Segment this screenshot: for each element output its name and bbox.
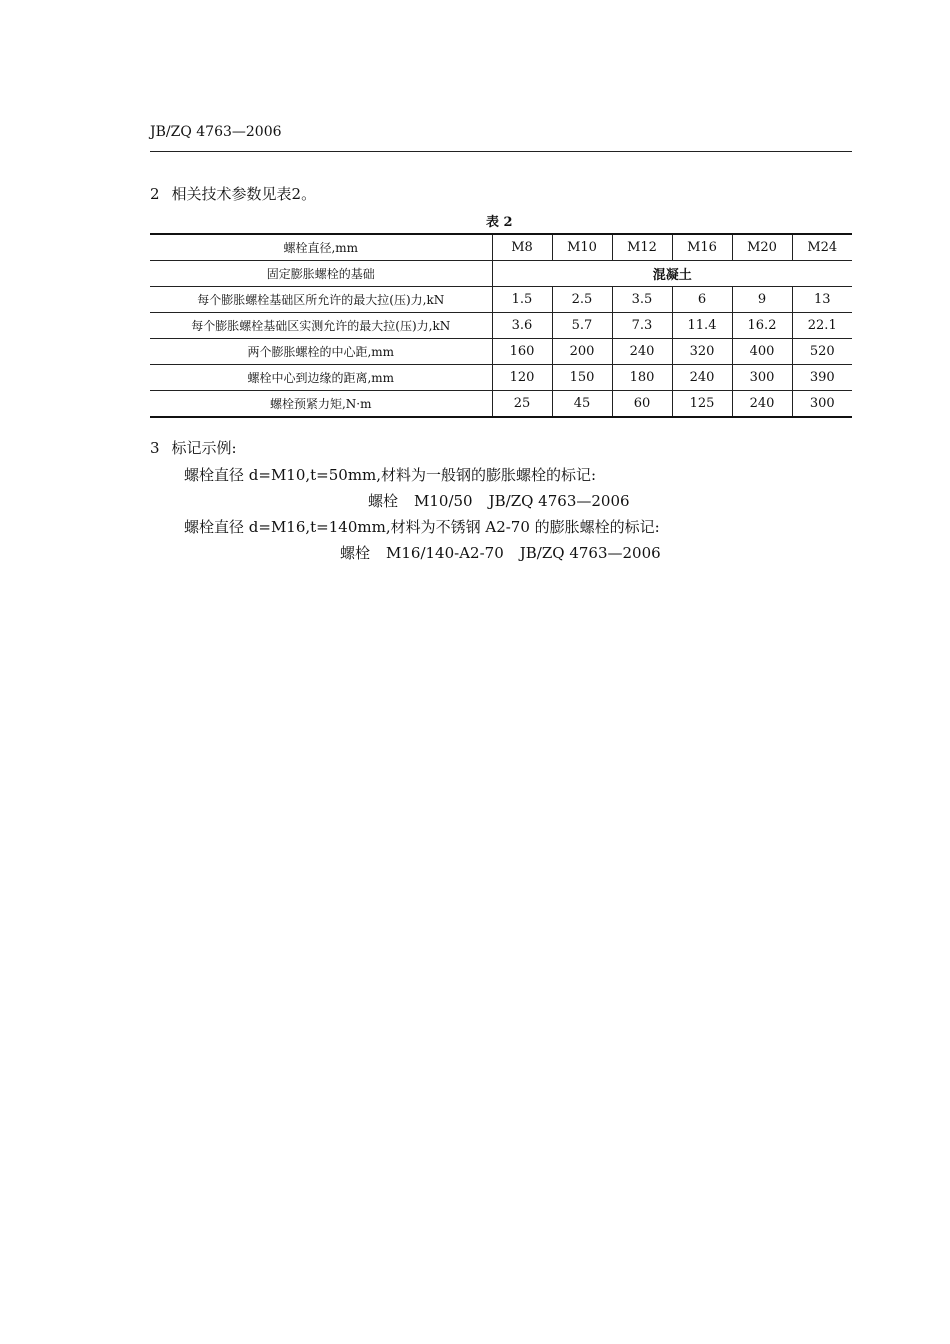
- value-cell: 45: [552, 391, 612, 418]
- foundation-value-cell: 混凝土: [492, 261, 852, 287]
- table-row-foundation: [150, 261, 852, 287]
- table-row: [150, 391, 852, 418]
- value-cell: 120: [492, 365, 552, 391]
- value-cell: 5.7: [552, 313, 612, 339]
- value-cell: 320: [672, 339, 732, 365]
- section-2-text: 相关技术参数见表2。: [171, 185, 317, 203]
- section-3-heading: [150, 437, 237, 458]
- value-cell: 3.6: [492, 313, 552, 339]
- table-header-row: [150, 234, 852, 261]
- row-label-cell: 螺栓预紧力矩,N·m: [150, 391, 492, 418]
- value-cell: 7.3: [612, 313, 672, 339]
- row-label-cell: 螺栓中心到边缘的距离,mm: [150, 365, 492, 391]
- header-label-cell: 螺栓直径,mm: [150, 234, 492, 261]
- value-cell: 1.5: [492, 287, 552, 313]
- size-cell: M20: [732, 234, 792, 261]
- table-row: [150, 313, 852, 339]
- value-cell: 160: [492, 339, 552, 365]
- value-cell: 300: [792, 391, 852, 418]
- value-cell: 240: [732, 391, 792, 418]
- row-label-cell: 两个膨胀螺栓的中心距,mm: [150, 339, 492, 365]
- example-2-mark-std: JB/ZQ 4763—2006: [519, 544, 661, 562]
- value-cell: 3.5: [612, 287, 672, 313]
- table-row: [150, 365, 852, 391]
- size-cell: M12: [612, 234, 672, 261]
- section-3-title: 标记示例:: [171, 439, 237, 457]
- size-cell: M16: [672, 234, 732, 261]
- value-cell: 11.4: [672, 313, 732, 339]
- size-cell: M10: [552, 234, 612, 261]
- value-cell: 150: [552, 365, 612, 391]
- value-cell: 300: [732, 365, 792, 391]
- section-2-number: 2: [150, 185, 160, 203]
- value-cell: 9: [732, 287, 792, 313]
- value-cell: 200: [552, 339, 612, 365]
- value-cell: 6: [672, 287, 732, 313]
- expansion-bolt-parameter-table: [150, 233, 852, 418]
- example-2-marking: [340, 542, 661, 563]
- row-label-cell: 每个膨胀螺栓基础区所允许的最大拉(压)力,kN: [150, 287, 492, 313]
- value-cell: 125: [672, 391, 732, 418]
- example-1-marking: [368, 490, 630, 511]
- section-2-paragraph: [150, 183, 316, 204]
- value-cell: 13: [792, 287, 852, 313]
- value-cell: 60: [612, 391, 672, 418]
- standard-code-header: JB/ZQ 4763—2006: [150, 124, 282, 140]
- value-cell: 240: [612, 339, 672, 365]
- value-cell: 240: [672, 365, 732, 391]
- value-cell: 22.1: [792, 313, 852, 339]
- size-cell: M24: [792, 234, 852, 261]
- example-2-description: 螺栓直径 d=M16,t=140mm,材料为不锈钢 A2-70 的膨胀螺栓的标记:: [184, 518, 660, 536]
- table-row: [150, 339, 852, 365]
- row-label-cell: 每个膨胀螺栓基础区实测允许的最大拉(压)力,kN: [150, 313, 492, 339]
- example-2-mark-spec: M16/140-A2-70: [386, 544, 504, 562]
- table-caption: 表 2: [486, 215, 513, 230]
- example-1-description: 螺栓直径 d=M10,t=50mm,材料为一般钢的膨胀螺栓的标记:: [184, 466, 597, 484]
- example-2-mark-word: 螺栓: [340, 544, 371, 562]
- header-divider: [150, 151, 852, 152]
- example-1-mark-word: 螺栓: [368, 492, 399, 510]
- value-cell: 2.5: [552, 287, 612, 313]
- value-cell: 390: [792, 365, 852, 391]
- value-cell: 520: [792, 339, 852, 365]
- value-cell: 16.2: [732, 313, 792, 339]
- example-1-mark-spec: M10/50: [414, 492, 473, 510]
- value-cell: 25: [492, 391, 552, 418]
- value-cell: 180: [612, 365, 672, 391]
- foundation-label-cell: 固定膨胀螺栓的基础: [150, 261, 492, 287]
- size-cell: M8: [492, 234, 552, 261]
- value-cell: 400: [732, 339, 792, 365]
- example-1-mark-std: JB/ZQ 4763—2006: [488, 492, 630, 510]
- table-row: [150, 287, 852, 313]
- section-3-number: 3: [150, 439, 160, 457]
